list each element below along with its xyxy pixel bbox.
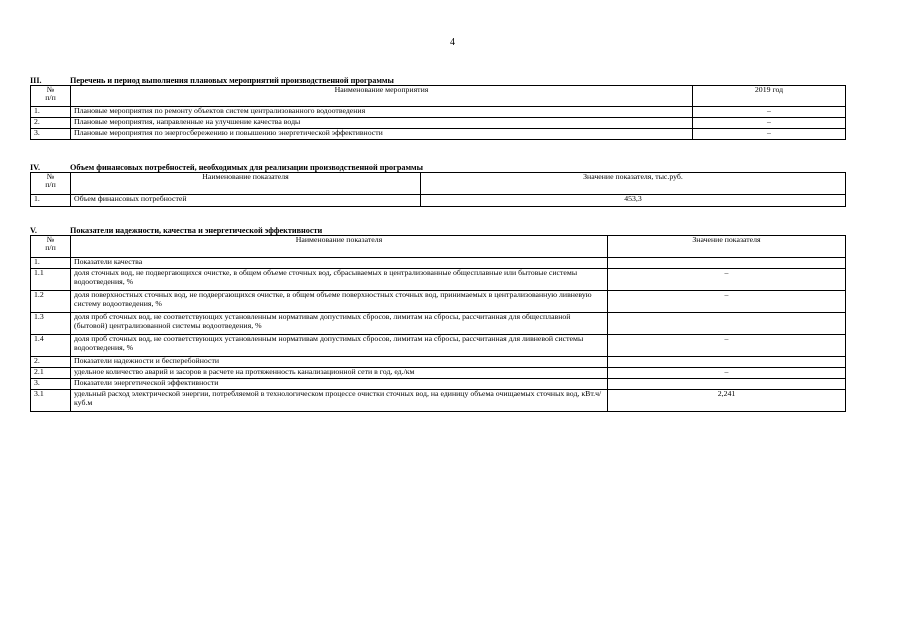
section-title: Объем финансовых потребностей, необходимых для реализации производственной программы — [70, 162, 424, 172]
table-row — [31, 129, 846, 140]
table-row — [31, 107, 846, 118]
section-heading — [30, 224, 845, 235]
row-value — [608, 313, 846, 335]
row-num: 3.1 — [31, 390, 71, 412]
row-value: – — [693, 129, 846, 140]
row-value: – — [608, 335, 846, 357]
section-heading — [30, 74, 845, 85]
table-row — [31, 368, 846, 379]
financial-needs-table — [30, 172, 846, 207]
row-num: 1. — [31, 107, 71, 118]
header-num: № п/п — [31, 86, 71, 107]
table-row — [31, 118, 846, 129]
row-name: доля сточных вод, не подвергающихся очистке, в общем объеме сточных вод, сбрасываемых в централизованные общесплавные или бытовые системы водоотведения, % — [71, 269, 608, 291]
row-value: – — [608, 269, 846, 291]
row-num: 3. — [31, 129, 71, 140]
table-row — [31, 335, 846, 357]
row-num: 2. — [31, 118, 71, 129]
table-row — [31, 195, 846, 207]
section-number: V. — [30, 225, 37, 235]
table-row — [31, 258, 846, 269]
header-num: № п/п — [31, 236, 71, 258]
row-num: 1. — [31, 195, 71, 207]
section-number: IV. — [30, 162, 41, 172]
section-title: Показатели надежности, качества и энергетической эффективности — [70, 225, 323, 235]
row-name: Плановые мероприятия, направленные на улучшение качества воды — [71, 118, 693, 129]
table-row — [31, 357, 846, 368]
section-reliability-indicators — [30, 224, 845, 412]
table-header-row — [31, 86, 846, 107]
header-value: Значение показателя — [608, 236, 846, 258]
row-num: 1.3 — [31, 313, 71, 335]
section-title: Перечень и период выполнения плановых мероприятий производственной программы — [70, 75, 394, 85]
row-name: Показатели энергетической эффективности — [71, 379, 608, 390]
table-row — [31, 379, 846, 390]
row-num: 2.1 — [31, 368, 71, 379]
planned-measures-table — [30, 85, 846, 140]
section-planned-measures — [30, 74, 845, 140]
table-header-row — [31, 236, 846, 258]
row-num: 2. — [31, 357, 71, 368]
row-name: Плановые мероприятия по ремонту объектов систем централизованного водоотведения — [71, 107, 693, 118]
row-value: 453,3 — [421, 195, 846, 207]
row-name: удельный расход электрической энергии, потребляемой в технологическом процессе очистки сточных вод, на единицу объема очищаемых сточных вод, кВт.ч/куб.м — [71, 390, 608, 412]
table-row — [31, 390, 846, 412]
row-value: – — [608, 291, 846, 313]
row-name: Объем финансовых потребностей — [71, 195, 421, 207]
header-num: № п/п — [31, 173, 71, 195]
table-row — [31, 269, 846, 291]
row-num: 1.4 — [31, 335, 71, 357]
header-year: 2019 год — [693, 86, 846, 107]
table-row — [31, 291, 846, 313]
row-value: – — [693, 118, 846, 129]
indicators-table — [30, 235, 846, 412]
row-name: доля проб сточных вод, не соответствующих установленным нормативам допустимых сбросов, лимитам на сбросы, рассчитанная для ливневой системы водоотведения, % — [71, 335, 608, 357]
header-name: Наименование показателя — [71, 236, 608, 258]
row-value — [608, 357, 846, 368]
row-value: – — [693, 107, 846, 118]
section-heading — [30, 161, 845, 172]
row-num: 1.1 — [31, 269, 71, 291]
row-name: удельное количество аварий и засоров в расчете на протяженность канализационной сети в год, ед./км — [71, 368, 608, 379]
row-name: доля проб сточных вод, не соответствующих установленным нормативам допустимых сбросов, лимитам на сбросы, рассчитанная для общесплавной (бытовой) централизованной системы водоотведения, % — [71, 313, 608, 335]
row-name: Показатели надежности и бесперебойности — [71, 357, 608, 368]
row-value: 2,241 — [608, 390, 846, 412]
row-value: – — [608, 368, 846, 379]
header-value: Значение показателя, тыс.руб. — [421, 173, 846, 195]
row-num: 3. — [31, 379, 71, 390]
row-value — [608, 258, 846, 269]
table-row — [31, 313, 846, 335]
header-name: Наименование показателя — [71, 173, 421, 195]
section-number: III. — [30, 75, 42, 85]
row-name: Плановые мероприятия по энергосбережению и повышению энергетической эффективности — [71, 129, 693, 140]
page-number: 4 — [450, 37, 455, 48]
row-name: Показатели качества — [71, 258, 608, 269]
section-financial-needs — [30, 161, 845, 207]
header-name: Наименование мероприятия — [71, 86, 693, 107]
row-name: доля поверхностных сточных вод, не подвергающихся очистке, в общем объеме поверхностных сточных вод, принимаемых в централизованную ливневую систему водоотведения, % — [71, 291, 608, 313]
table-header-row — [31, 173, 846, 195]
row-num: 1.2 — [31, 291, 71, 313]
row-num: 1. — [31, 258, 71, 269]
row-value — [608, 379, 846, 390]
